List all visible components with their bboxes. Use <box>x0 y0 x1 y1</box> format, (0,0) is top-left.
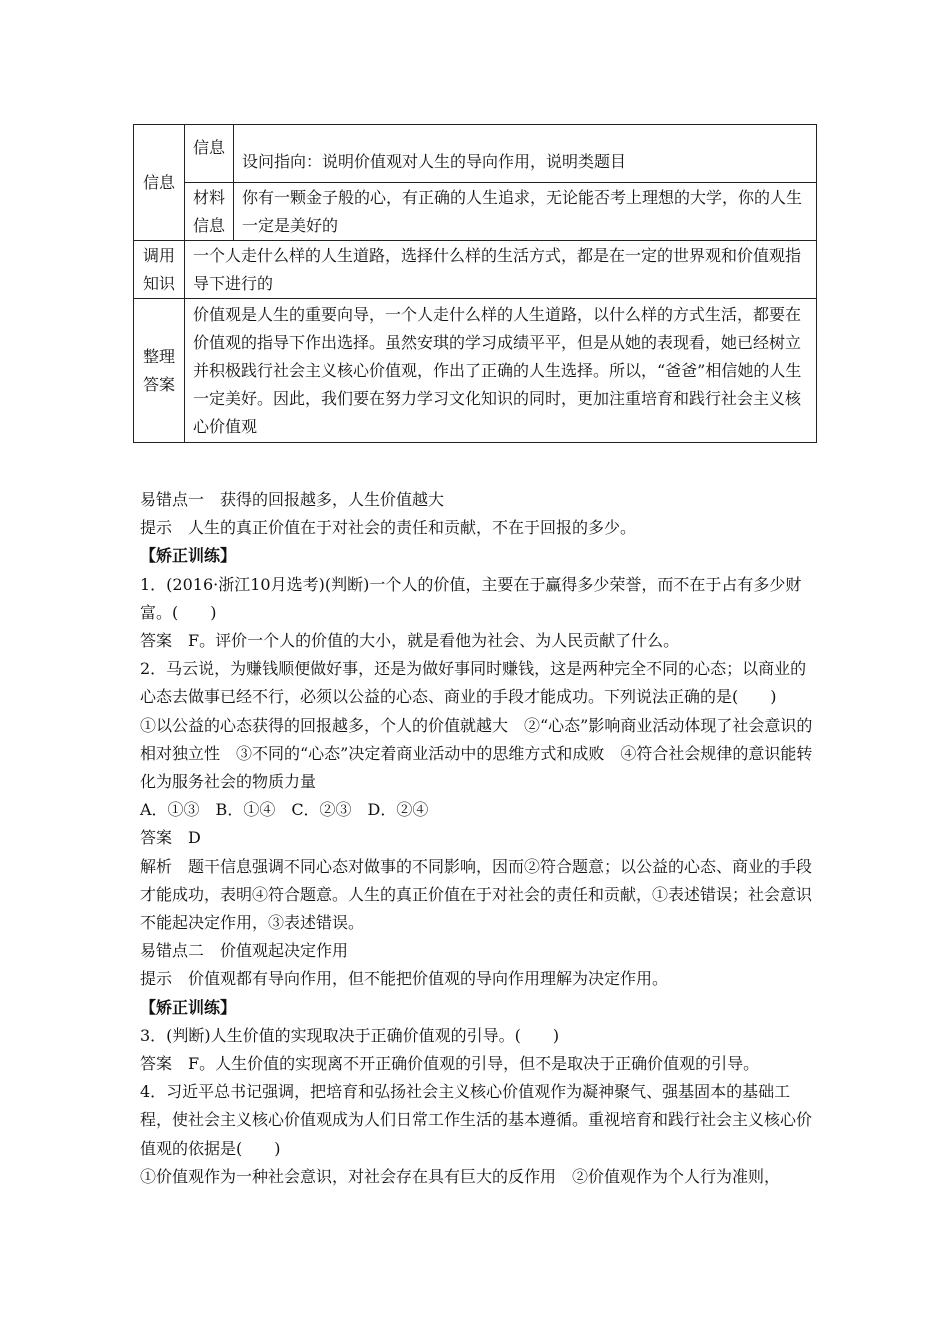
row-content-knowledge: 一个人走什么样的人生道路，选择什么样的生活方式，都是在一定的世界观和价值观指导下进行的 <box>185 241 817 299</box>
question-2: 2．马云说，为赚钱顺便做好事，还是为做好事同时赚钱，这是两种完全不同的心态；以商业的心态去做事已经不行，必须以公益的心态、商业的手段才能成功。下列说法正确的是( ) <box>140 659 807 707</box>
question-1: 1．(2016·浙江10月选考)(判断)一个人的价值，主要在于赢得多少荣誉，而不在于占有多少财富。( ) <box>140 574 802 622</box>
question-2-choices: A．①③ B．①④ C．②③ D．②④ <box>140 800 429 820</box>
answer-1: 答案 F。评价一个人的价值的大小，就是看他为社会、为人民贡献了什么。 <box>140 631 680 651</box>
question-4: 4．习近平总书记强调，把培育和弘扬社会主义核心价值观作为凝神聚气、强基固本的基础工程，使社会主义核心价值观成为人们日常工作生活的基本遵循。重视培育和践行社会主义核心价值观的依据是( ) <box>140 1082 813 1158</box>
row-content-answer: 价值观是人生的重要向导，一个人走什么样的人生道路，以什么样的方式生活，都要在价值观的指导下作出选择。虽然安琪的学习成绩平平，但是从她的表现看，她已经树立并积极践行社会主义核心价值观，作出了正确的人生选择。所以，“爸爸”相信她的人生一定美好。因此，我们要在努力学习文化知识的同时，更加注重培育和践行社会主义核心价值观 <box>185 299 817 443</box>
sub-content-material: 你有一颗金子般的心，有正确的人生追求，无论能否考上理想的大学，你的人生一定是美好的 <box>234 183 817 241</box>
hint-2: 提示 价值观都有导向作用，但不能把价值观的导向作用理解为决定作用。 <box>140 969 669 989</box>
error-point-1: 易错点一 获得的回报越多，人生价值越大 <box>140 490 445 509</box>
answer-3: 答案 F。人生价值的实现离不开正确价值观的引导，但不是取决于正确价值观的引导。 <box>140 1054 760 1074</box>
info-table <box>133 124 817 443</box>
row-label-knowledge: 调用 知识 <box>134 241 185 299</box>
row-label-info: 信息 <box>134 125 185 241</box>
question-3: 3．(判断)人生价值的实现取决于正确价值观的引导。( ) <box>140 1025 560 1045</box>
hint-1: 提示 人生的真正价值在于对社会的责任和贡献，不在于回报的多少。 <box>140 518 637 538</box>
sub-label-material: 材料 信息 <box>185 183 234 241</box>
section-heading-1: 【矫正训练】 <box>140 546 237 566</box>
sub-label-info: 信息 <box>185 125 234 183</box>
question-2-options: ①以公益的心态获得的回报越多，个人的价值就越大 ②“心态”影响商业活动体现了社会意识的相对独立性 ③不同的“心态”决定着商业活动中的思维方式和成败 ④符合社会规律的意识能转化为服务社会的物质力量 <box>140 715 813 792</box>
error-point-2: 易错点二 价值观起决定作用 <box>140 941 349 961</box>
section-heading-2: 【矫正训练】 <box>140 997 237 1017</box>
body-text <box>140 486 822 1191</box>
question-4-options: ①价值观作为一种社会意识，对社会存在具有巨大的反作用 ②价值观作为个人行为准则， <box>140 1166 781 1186</box>
answer-2: 答案 D <box>140 828 201 848</box>
row-label-answer: 整理 答案 <box>134 299 185 443</box>
sub-content-info: 设问指向：说明价值观对人生的导向作用，说明类题目 <box>234 125 817 183</box>
analysis-2: 解析 题干信息强调不同心态对做事的不同影响，因而②符合题意；以公益的心态、商业的手段才能成功，表明④符合题意。人生的真正价值在于对社会的责任和贡献，①表述错误；社会意识不能起决定作用，③表述错误。 <box>140 856 813 933</box>
